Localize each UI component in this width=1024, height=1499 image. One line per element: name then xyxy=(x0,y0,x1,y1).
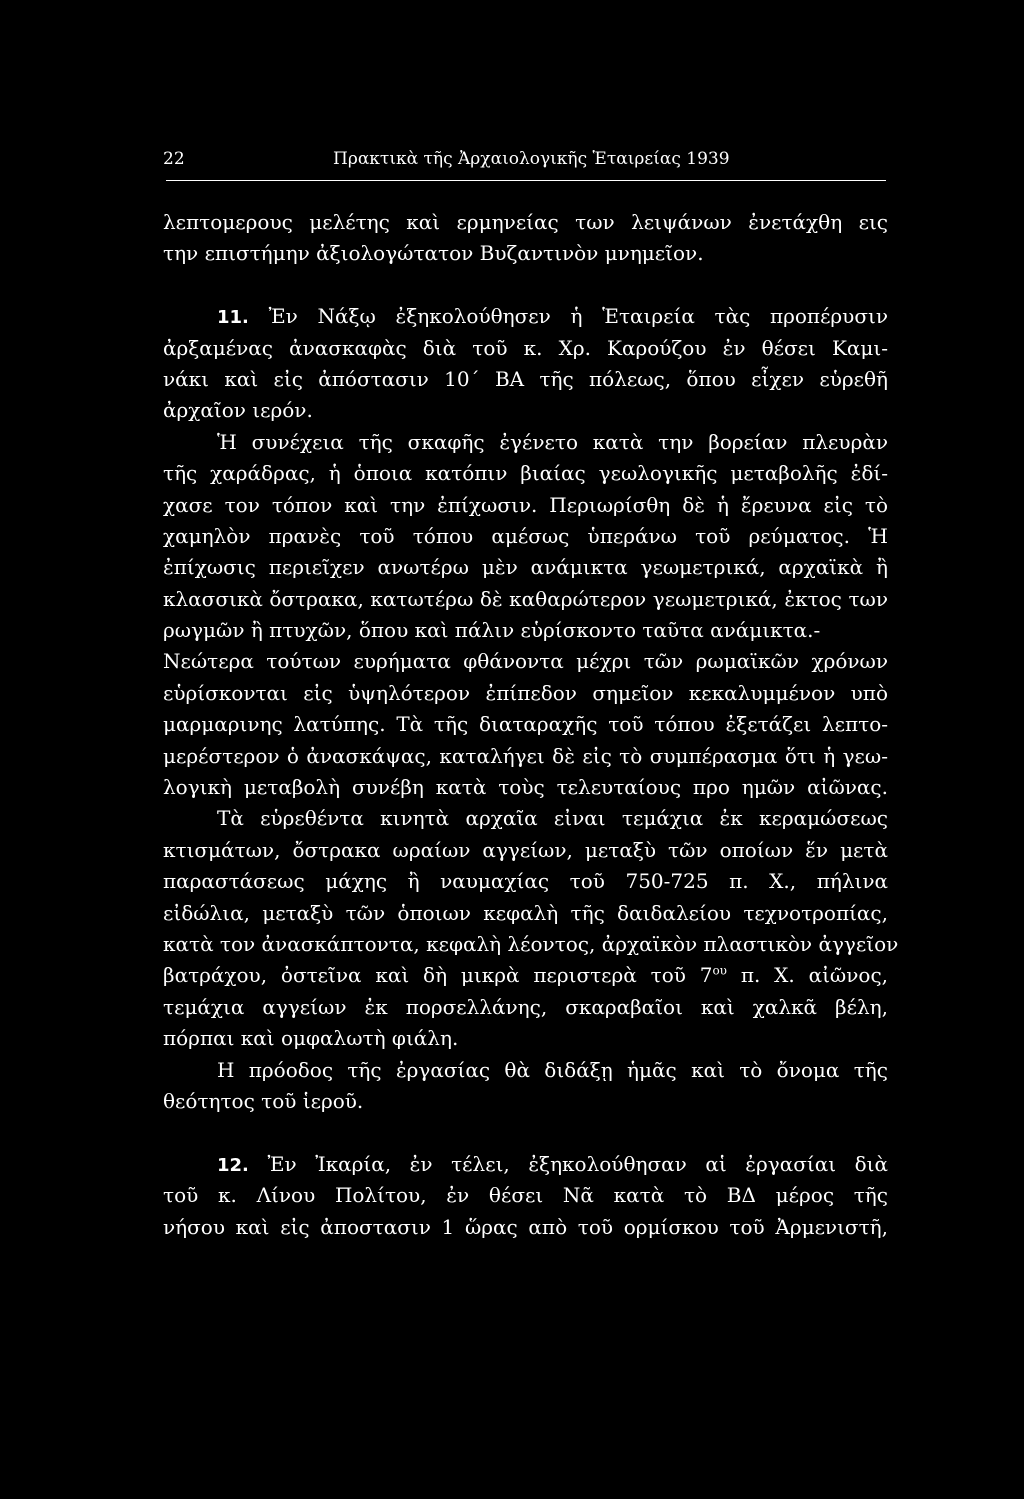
text-line: Τὰ εὑρεθέντα κινητὰ αρχαῖα εἰναι τεμάχια ἐκ κεραμώσεως xyxy=(217,806,888,831)
text-span: Ἐν Νάξῳ ἐξηκολούθησεν ἡ Ἑταιρεία τὰς προπέρυσιν xyxy=(248,304,888,329)
text-line: νάκι καὶ εἰς ἀπόστασιν 10΄ ΒΑ τῆς πόλεως, ὅπου εἶχεν εὑρεθῆ xyxy=(163,366,888,391)
text-line: λεπτομερους μελέτης καὶ ερμηνείας των λειψάνων ἐνετάχθη εις xyxy=(163,210,888,234)
paragraph-gap xyxy=(163,1117,888,1148)
text-line: ἀρχαῖον ιερόν. xyxy=(163,398,313,423)
running-header xyxy=(163,146,886,172)
text-line: τεμάχια αγγείων ἐκ πορσελλάνης, σκαραβαῖοι καὶ χαλκᾶ βέλη, xyxy=(163,994,888,1019)
text-line: εὑρίσκονται εἰς ὑψηλότερον ἐπίπεδον σημεῖον κεκαλυμμένον υπὸ xyxy=(163,680,888,705)
text-line: μερέστερον ὁ ἀνασκάψας, καταλήγει δὲ εἰς τὸ συμπέρασμα ὅτι ἡ γεω- xyxy=(163,743,888,768)
text-line: λογικὴ μεταβολὴ συνέβη κατὰ τοὺς τελευταίους προ ημῶν αἰῶνας. xyxy=(163,775,888,800)
text-line: νήσου καὶ εἰς ἀποστασιν 1 ὥρας απὸ τοῦ ορμίσκου τοῦ Ἀρμενιστῆ, xyxy=(163,1214,888,1239)
text-line: παραστάσεως μάχης ἢ ναυμαχίας τοῦ 750-725 π. Χ., πήλινα xyxy=(163,869,888,894)
section-11-first-line xyxy=(163,301,888,332)
text-line: μαρμαρινης λατύπης. Τὰ τῆς διαταραχῆς τοῦ τόπου ἐξετάζει λεπτο- xyxy=(163,712,888,737)
text-line: τῆς χαράδρας, ἡ ὁποια κατόπιν βιαίας γεωλογικῆς μεταβολῆς ἐδί- xyxy=(163,461,888,486)
body-text xyxy=(163,207,899,1243)
text-line: ἐπίχωσις περιεῖχεν ανωτέρω μὲν ανάμικτα γεωμετρικά, αρχαϊκὰ ἢ xyxy=(163,555,888,580)
text-span: π. Χ. αἰῶνος, xyxy=(726,963,888,988)
section-number: 11. xyxy=(217,307,249,329)
text-line: θεότητος τοῦ ἱεροῦ. xyxy=(163,1088,364,1113)
text-line: εἰδώλια, μεταξὺ τῶν ὁποιων κεφαλὴ τῆς δαιδαλείου τεχνοτροπίας, xyxy=(163,900,888,925)
text-line: Η πρόοδος τῆς ἐργασίας θὰ διδάξῃ ἡμᾶς καὶ τὸ ὄνομα τῆς xyxy=(217,1057,888,1082)
text-span: βατράχου, ὀστεῖνα καὶ δὴ μικρὰ περιστερὰ τοῦ 7 xyxy=(163,963,713,988)
superscript: ου xyxy=(712,963,727,978)
paragraph-gap xyxy=(163,270,888,301)
page-number: 22 xyxy=(163,149,185,169)
text-line: τοῦ κ. Λίνου Πολίτου, ἐν θέσει Νᾶ κατὰ τὸ ΒΔ μέρος τῆς xyxy=(163,1183,888,1208)
header-rule xyxy=(166,180,886,181)
text-line: χασε τον τόπον καὶ την ἐπίχωσιν. Περιωρίσθη δὲ ἡ ἔρευνα εἰς τὸ xyxy=(163,492,888,517)
text-line: την επιστήμην ἀξιολογώτατον Βυζαντινὸν μνημεῖον. xyxy=(163,241,704,266)
text-line-with-superscript xyxy=(163,960,888,991)
text-line: κλασσικὰ ὄστρακα, κατωτέρω δὲ καθαρώτερον γεωμετρικά, ἐκτος των xyxy=(163,586,888,611)
text-line: χαμηλὸν πρανὲς τοῦ τόπου αμέσως ὑπεράνω τοῦ ρεύματος. Ἡ xyxy=(163,523,888,548)
text-line: κατὰ τον ἀνασκάπτοντα, κεφαλὴ λέοντος, ἀρχαϊκὸν πλαστικὸν ἀγγεῖον xyxy=(163,931,899,956)
text-line: Νεώτερα τούτων ευρήματα φθάνοντα μέχρι τῶν ρωμαϊκῶν χρόνων xyxy=(163,649,888,674)
text-line: ἀρξαμένας ἀνασκαφὰς διὰ τοῦ κ. Χρ. Καρούζου ἐν θέσει Καμι- xyxy=(163,335,888,360)
section-12-first-line xyxy=(163,1149,888,1180)
text-line: πόρπαι καὶ ομφαλωτὴ φιάλη. xyxy=(163,1026,459,1051)
text-line: ρωγμῶν ἢ πτυχῶν, ὅπου καὶ πάλιν εὑρίσκοντο ταῦτα ανάμικτα.- xyxy=(163,618,821,643)
text-line: Ἡ συνέχεια τῆς σκαφῆς ἐγένετο κατὰ την βορείαν πλευρὰν xyxy=(217,429,888,454)
text-span: Ἐν Ἰκαρία, ἐν τέλει, ἐξηκολούθησαν αἱ ἐργασίαι διὰ xyxy=(248,1151,888,1176)
text-line: κτισμάτων, ὄστρακα ωραίων αγγείων, μεταξὺ τῶν οποίων ἕν μετὰ xyxy=(163,837,888,862)
running-title: Πρακτικὰ τῆς Ἀρχαιολογικῆς Ἑταιρείας 1939 xyxy=(333,149,730,169)
section-number: 12. xyxy=(217,1154,249,1176)
